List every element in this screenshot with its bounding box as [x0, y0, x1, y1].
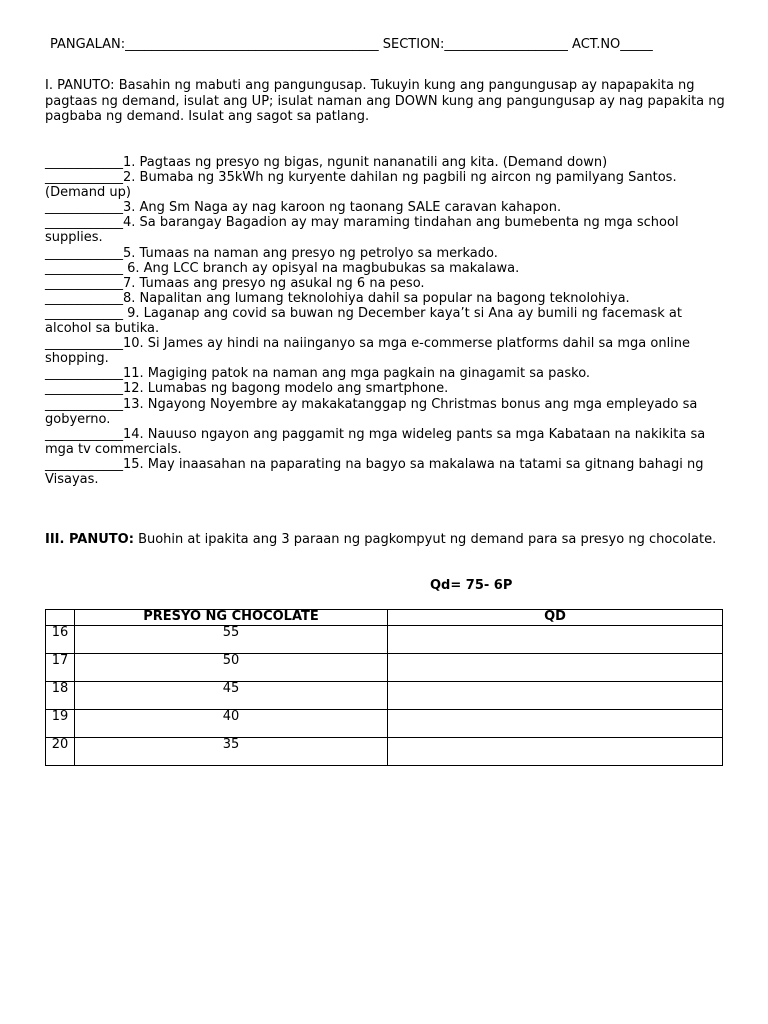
- list-item: ____________7. Tumaas ang presyo ng asukal ng 6 na peso.: [45, 275, 425, 291]
- row-number: 20: [46, 738, 75, 766]
- price-cell: 35: [75, 738, 388, 766]
- list-item: ____________1. Pagtaas ng presyo ng bigas, ngunit nananatili ang kita. (Demand down): [45, 155, 608, 170]
- table-row: [46, 738, 723, 766]
- price-cell: 55: [75, 626, 388, 654]
- table-row: [46, 682, 723, 710]
- list-item: ____________5. Tumaas na naman ang presyo ng petrolyo sa merkado.: [45, 245, 498, 261]
- table-header-number: [46, 610, 75, 626]
- row-number: 16: [46, 626, 75, 654]
- table-row: [46, 710, 723, 738]
- demand-formula: Qd= 75- 6P: [430, 578, 513, 593]
- table-row: [46, 626, 723, 654]
- row-number: 19: [46, 710, 75, 738]
- row-number: 18: [46, 682, 75, 710]
- table-header-row: [46, 610, 723, 626]
- part3-text: Buohin at ipakita ang 3 paraan ng pagkompyut ng demand para sa presyo ng chocolate.: [133, 532, 717, 547]
- list-item: ____________14. Nauuso ngayon ang paggamit ng mga wideleg pants sa mga Kabataan na nakikita sa mga tv commercials.: [45, 426, 706, 457]
- part3-instructions: [45, 532, 725, 548]
- qd-cell[interactable]: [388, 682, 723, 710]
- list-item: ____________8. Napalitan ang lumang teknolohiya dahil sa popular na bagong teknolohiya.: [45, 290, 630, 306]
- list-item: ____________ 9. Laganap ang covid sa buwan ng December kaya’t si Ana ay bumili ng facemask at alcohol sa butika.: [45, 305, 682, 337]
- list-item: ____________15. May inaasahan na paparating na bagyo sa makalawa na tatami sa gitnang bahagi ng Visayas.: [45, 456, 704, 487]
- part1-instructions: I. PANUTO: Basahin ng mabuti ang pangungusap. Tukuyin kung ang pangungusap ay napapakita ng pagtaas ng demand, isulat ang UP; isulat naman ang DOWN kung ang pangungusap ay nag papakita ng pagbaba ng demand. Isulat ang sagot sa patlang.: [45, 78, 725, 124]
- student-info-header: PANGALAN:_______________________________________ SECTION:___________________ ACT.NO_____: [50, 37, 653, 52]
- demand-table: [45, 609, 723, 766]
- price-cell: 45: [75, 682, 388, 710]
- list-item: ____________3. Ang Sm Naga ay nag karoon ng taonang SALE caravan kahapon.: [45, 200, 562, 216]
- demand-items-list: [45, 155, 727, 487]
- qd-cell[interactable]: [388, 654, 723, 682]
- row-number: 17: [46, 654, 75, 682]
- list-item: ____________ 6. Ang LCC branch ay opisyal na magbubukas sa makalawa.: [45, 260, 520, 276]
- qd-cell[interactable]: [388, 626, 723, 654]
- list-item: ____________4. Sa barangay Bagadion ay may maraming tindahan ang bumebenta ng mga school supplies.: [45, 215, 679, 246]
- part3-heading: III. PANUTO:: [45, 532, 134, 547]
- table-row: [46, 654, 723, 682]
- price-cell: 50: [75, 654, 388, 682]
- list-item: ____________10. Si James ay hindi na naiinganyo sa mga e-commerse platforms dahil sa mga online shopping.: [45, 336, 691, 367]
- list-item: ____________11. Magiging patok na naman ang mga pagkain na ginagamit sa pasko.: [45, 366, 591, 382]
- qd-cell[interactable]: [388, 738, 723, 766]
- list-item: ____________13. Ngayong Noyembre ay makakatanggap ng Christmas bonus ang mga empleyado sa gobyerno.: [45, 396, 698, 427]
- list-item: ____________12. Lumabas ng bagong modelo ang smartphone.: [45, 381, 449, 397]
- list-item: ____________2. Bumaba ng 35kWh ng kuryente dahilan ng pagbili ng aircon ng pamilyang Santos. (Demand up): [45, 170, 677, 201]
- price-cell: 40: [75, 710, 388, 738]
- qd-cell[interactable]: [388, 710, 723, 738]
- table-header-price: PRESYO NG CHOCOLATE: [75, 610, 388, 626]
- table-header-qd: QD: [388, 610, 723, 626]
